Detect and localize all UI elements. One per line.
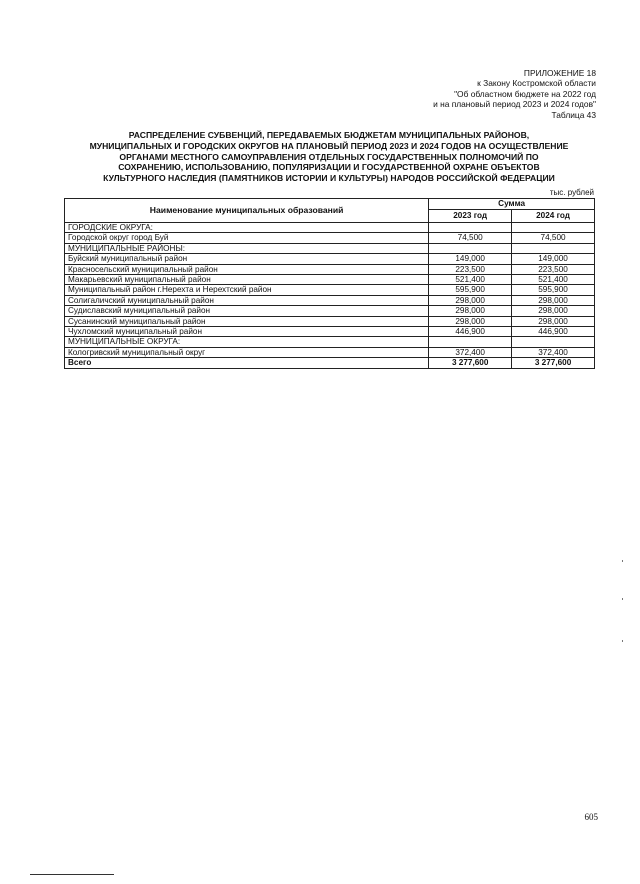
title-line-1: РАСПРЕДЕЛЕНИЕ СУБВЕНЦИЙ, ПЕРЕДАВАЕМЫХ БЮДЖЕТАМ МУНИЦИПАЛЬНЫХ РАЙОНОВ,	[128, 130, 530, 140]
row-value-2024: 298,000	[512, 306, 595, 316]
table-row	[65, 306, 595, 316]
row-value-2023	[429, 243, 512, 253]
row-value-2023: 446,900	[429, 327, 512, 337]
title-line-4: СОХРАНЕНИЮ, ИСПОЛЬЗОВАНИЮ, ПОПУЛЯРИЗАЦИИ И ГОСУДАРСТВЕННОЙ ОХРАНЕ ОБЪЕКТОВ	[118, 162, 540, 173]
row-value-2023	[429, 337, 512, 347]
title-line-2: МУНИЦИПАЛЬНЫХ И ГОРОДСКИХ ОКРУГОВ НА ПЛАНОВЫЙ ПЕРИОД 2023 И 2024 ГОДОВ НА ОСУЩЕСТВЛЕНИЕ	[89, 140, 569, 151]
table-number: Таблица 43	[551, 109, 596, 120]
row-value-2023	[429, 223, 512, 233]
law-title-line1: "Об областном бюджете на 2022 год	[454, 88, 596, 99]
scan-speck	[622, 640, 623, 642]
table-row	[65, 285, 595, 295]
row-value-2024: 74,500	[512, 233, 595, 243]
column-header-name: Наименование муниципальных образований	[65, 199, 429, 223]
row-value-2024	[512, 337, 595, 347]
row-name: МУНИЦИПАЛЬНЫЕ ОКРУГА:	[65, 337, 429, 347]
row-value-2023: 298,000	[429, 306, 512, 316]
title-line-5: КУЛЬТУРНОГО НАСЛЕДИЯ (ПАМЯТНИКОВ ИСТОРИИ И КУЛЬТУРЫ) НАРОДОВ РОССИЙСКОЙ ФЕДЕРАЦИИ	[103, 173, 555, 184]
appendix-number: ПРИЛОЖЕНИЕ 18	[523, 68, 596, 78]
row-value-2023: 298,000	[429, 295, 512, 305]
units-label: тыс. рублей	[549, 188, 594, 197]
subsidy-table	[64, 198, 595, 369]
total-label: Всего	[65, 358, 429, 368]
table-row	[65, 254, 595, 264]
row-value-2023: 298,000	[429, 316, 512, 326]
row-value-2024	[512, 243, 595, 253]
page-number: 605	[584, 812, 598, 822]
row-name: МУНИЦИПАЛЬНЫЕ РАЙОНЫ:	[65, 243, 429, 253]
column-header-sum: Сумма	[429, 199, 595, 210]
table-row	[65, 337, 595, 347]
total-row	[65, 358, 595, 368]
row-name: Солигаличский муниципальный район	[65, 295, 429, 305]
row-name: Сусанинский муниципальный район	[65, 316, 429, 326]
appendix-header	[433, 68, 596, 120]
row-value-2024: 372,400	[512, 347, 595, 357]
row-value-2024: 446,900	[512, 327, 595, 337]
row-value-2024: 595,900	[512, 285, 595, 295]
column-header-2023: 2023 год	[429, 210, 512, 223]
total-value-2024: 3 277,600	[512, 358, 595, 368]
row-value-2024: 149,000	[512, 254, 595, 264]
row-name: Судиславский муниципальный район	[65, 306, 429, 316]
table-row	[65, 316, 595, 326]
row-value-2023: 149,000	[429, 254, 512, 264]
row-name: Муниципальный район г.Нерехта и Нерехтский район	[65, 285, 429, 295]
row-value-2024: 223,500	[512, 264, 595, 274]
row-value-2024: 521,400	[512, 275, 595, 285]
law-reference: к Закону Костромской области	[477, 78, 596, 89]
column-header-2024: 2024 год	[512, 210, 595, 223]
row-value-2023: 521,400	[429, 275, 512, 285]
row-name: Городской округ город Буй	[65, 233, 429, 243]
table-row	[65, 347, 595, 357]
row-name: Чухломский муниципальный район	[65, 327, 429, 337]
table-row	[65, 264, 595, 274]
row-name: ГОРОДСКИЕ ОКРУГА:	[65, 223, 429, 233]
table-row	[65, 295, 595, 305]
title-line-3: ОРГАНАМИ МЕСТНОГО САМОУПРАВЛЕНИЯ ОТДЕЛЬНЫХ ГОСУДАРСТВЕННЫХ ПОЛНОМОЧИЙ ПО	[119, 151, 539, 162]
total-value-2023: 3 277,600	[429, 358, 512, 368]
document-title	[64, 130, 594, 184]
row-value-2024	[512, 223, 595, 233]
scan-speck	[622, 560, 623, 562]
row-name: Кологривский муниципальный округ	[65, 347, 429, 357]
row-value-2023: 223,500	[429, 264, 512, 274]
row-value-2023: 595,900	[429, 285, 512, 295]
row-name: Красносельский муниципальный район	[65, 264, 429, 274]
row-value-2023: 372,400	[429, 347, 512, 357]
footnote-divider	[30, 874, 114, 875]
table-row	[65, 327, 595, 337]
row-value-2023: 74,500	[429, 233, 512, 243]
row-name: Буйский муниципальный район	[65, 254, 429, 264]
law-title-line2: и на плановый период 2023 и 2024 годов"	[433, 99, 596, 110]
row-value-2024: 298,000	[512, 316, 595, 326]
row-value-2024: 298,000	[512, 295, 595, 305]
table-row	[65, 223, 595, 233]
scan-speck	[622, 598, 623, 600]
table-row	[65, 275, 595, 285]
table-row	[65, 233, 595, 243]
table-row	[65, 243, 595, 253]
row-name: Макарьевский муниципальный район	[65, 275, 429, 285]
